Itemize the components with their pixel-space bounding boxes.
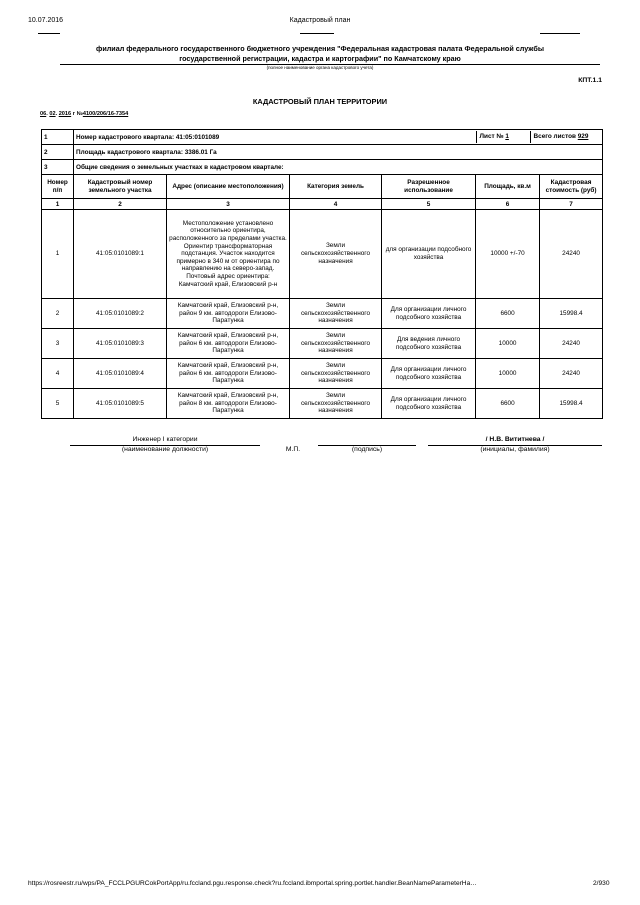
row-number: 4	[42, 359, 74, 389]
print-url: https://rosreestr.ru/wps/PA_FCCLPGURCokPortApp/ru.fccland.pgu.response.check?ru.fccland.ibmportal.spring.portlet.handler.BeanNameParameterHa…	[28, 880, 477, 887]
stamp-place: М.П.	[285, 446, 301, 453]
sheet-label: Лист №	[479, 133, 504, 140]
row-number: 5	[42, 389, 74, 419]
column-header: Адрес (описание местоположения)	[167, 175, 290, 199]
total-sheets-cell	[531, 131, 603, 143]
column-number: 1	[42, 199, 74, 210]
header-dash-center	[300, 33, 334, 34]
cadastral-cost: 15998.4	[540, 299, 603, 329]
section-3-row	[42, 160, 603, 175]
address: Местоположение установлено относительно ориентира, расположенного за пределами участка. Ориентир трансформаторная подстанция. Участок находится примерно в 340 м от ориентира по направлению на северо-запад. Почтовый адрес ориентира: Камчатский край, Елизовский р-н	[167, 210, 290, 299]
ref-day: 06	[40, 111, 47, 117]
cadastral-number: 41:05:0101089:5	[74, 389, 167, 419]
ref-number: 4100/206/16-7354	[82, 111, 129, 117]
section-2-number: 2	[42, 145, 74, 160]
cadastral-number: 41:05:0101089:1	[74, 210, 167, 299]
address: Камчатский край, Елизовский р-н, район 6 км. автодороги Елизово-Паратунка	[167, 359, 290, 389]
land-category: Земли сельскохозяйственного назначения	[290, 210, 382, 299]
signature-note: (подпись)	[351, 446, 383, 453]
row-number: 2	[42, 299, 74, 329]
form-code: КПТ.1.1	[578, 77, 602, 84]
permitted-use: Для ведения личного подсобного хозяйства	[382, 329, 476, 359]
column-header-row	[42, 175, 603, 199]
permitted-use: Для организации личного подсобного хозяйства	[382, 389, 476, 419]
org-line-1: филиал федерального государственного бюджетного учреждения "Федеральная кадастровая палата Федеральной службы	[96, 44, 544, 53]
ref-month: 02	[49, 111, 56, 117]
land-category: Земли сельскохозяйственного назначения	[290, 299, 382, 329]
table-row	[42, 359, 603, 389]
sheet-number: 1	[505, 133, 509, 140]
print-date: 10.07.2016	[28, 17, 64, 24]
area: 10000	[476, 329, 540, 359]
position-note: (наименование должности)	[121, 446, 209, 453]
document-reference: 06. 02. 2016 г №4100/206/16-7354	[40, 111, 129, 117]
table-row	[42, 389, 603, 419]
section-1-number: 1	[42, 130, 74, 145]
signer-name: / Н.В. Вититнева /	[485, 436, 545, 443]
permitted-use: Для организации личного подсобного хозяйства	[382, 359, 476, 389]
column-header: Категория земель	[290, 175, 382, 199]
cadastral-cost: 24240	[540, 359, 603, 389]
column-header: Разрешенное использование	[382, 175, 476, 199]
sheet-info	[476, 130, 603, 145]
land-category: Земли сельскохозяйственного назначения	[290, 329, 382, 359]
total-sheets-number: 929	[577, 133, 589, 140]
org-note: (полное наименование органа кадастрового учета)	[266, 65, 374, 70]
area: 10000 +/-70	[476, 210, 540, 299]
section-2-row	[42, 145, 603, 160]
permitted-use: Для организации личного подсобного хозяйства	[382, 299, 476, 329]
column-number: 7	[540, 199, 603, 210]
sheet-number-cell	[476, 131, 531, 143]
column-header: Кадастровая стоимость (руб)	[540, 175, 603, 199]
cadastral-cost: 15998.4	[540, 389, 603, 419]
section-2-label: Площадь кадастрового квартала: 3386.01 Га	[74, 145, 603, 160]
table-row	[42, 210, 603, 299]
section-3-label: Общие сведения о земельных участках в кадастровом квартале:	[74, 160, 603, 175]
cadastral-number: 41:05:0101089:3	[74, 329, 167, 359]
cadastral-number: 41:05:0101089:2	[74, 299, 167, 329]
column-number: 2	[74, 199, 167, 210]
area: 6600	[476, 389, 540, 419]
print-page-number: 2/930	[593, 880, 610, 887]
column-number: 6	[476, 199, 540, 210]
land-category: Земли сельскохозяйственного назначения	[290, 389, 382, 419]
header-dash-left	[38, 33, 60, 34]
print-title: Кадастровый план	[289, 17, 351, 24]
table-row	[42, 329, 603, 359]
address: Камчатский край, Елизовский р-н, район 6 км. автодороги Елизово-Паратунка	[167, 329, 290, 359]
column-header: Номер п/п	[42, 175, 74, 199]
total-sheets-label: Всего листов	[533, 133, 576, 140]
name-note: (инициалы, фамилия)	[480, 446, 550, 453]
column-number: 3	[167, 199, 290, 210]
address: Камчатский край, Елизовский р-н, район 9 км. автодороги Елизово-Паратунка	[167, 299, 290, 329]
table-row	[42, 299, 603, 329]
row-number: 3	[42, 329, 74, 359]
permitted-use: для организации подсобного хозяйства	[382, 210, 476, 299]
ref-suffix: г №	[72, 111, 83, 117]
column-number: 5	[382, 199, 476, 210]
row-number: 1	[42, 210, 74, 299]
column-header: Площадь, кв.м	[476, 175, 540, 199]
column-number-row	[42, 199, 603, 210]
area: 6600	[476, 299, 540, 329]
section-3-number: 3	[42, 160, 74, 175]
area: 10000	[476, 359, 540, 389]
section-1-row	[42, 130, 603, 145]
header-dash-right	[540, 33, 580, 34]
address: Камчатский край, Елизовский р-н, район 8 км. автодороги Елизово-Паратунка	[167, 389, 290, 419]
document-title: КАДАСТРОВЫЙ ПЛАН ТЕРРИТОРИИ	[252, 97, 388, 106]
land-category: Земли сельскохозяйственного назначения	[290, 359, 382, 389]
column-number: 4	[290, 199, 382, 210]
cadastral-cost: 24240	[540, 210, 603, 299]
org-line-2: государственной регистрации, кадастра и картографии" по Камчатскому краю	[179, 54, 461, 63]
column-header: Кадастровый номер земельного участка	[74, 175, 167, 199]
cadastral-cost: 24240	[540, 329, 603, 359]
cadastral-table	[41, 129, 603, 419]
cadastral-number: 41:05:0101089:4	[74, 359, 167, 389]
section-1-label: Номер кадастрового квартала: 41:05:0101089	[74, 130, 476, 145]
position-title: Инженер I категории	[132, 436, 198, 443]
ref-year: 2016	[58, 111, 72, 117]
